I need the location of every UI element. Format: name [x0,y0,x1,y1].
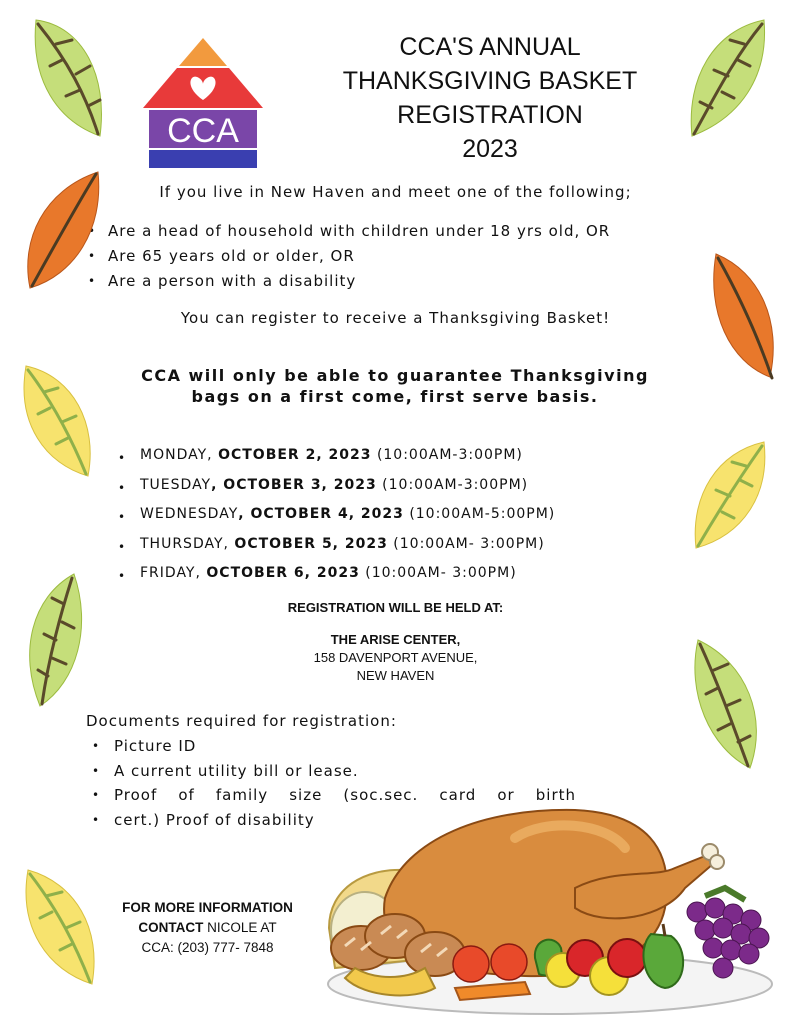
contact-phone: CCA: (203) 777- 7848 [141,940,274,955]
leaf-icon [22,572,88,708]
venue-heading: REGISTRATION WILL BE HELD AT: [287,600,504,615]
date-date: OCTOBER 6, 2023 [206,565,360,581]
leaf-icon [688,440,768,550]
contact-line-1: FOR MORE INFORMATION [122,900,293,915]
document-item: • Picture ID [86,734,576,759]
venue-name: THE ARISE CENTER, [330,632,461,647]
date-item [116,500,555,530]
leaf-icon [24,170,102,290]
leaf-icon [710,252,780,382]
eligibility-item: • Are a head of household with children under 18 yrs old, OR [84,219,610,244]
title-line-3: REGISTRATION [397,101,583,129]
contact-info [90,898,325,958]
document-item: • Proof of family size (soc.sec. card or birth [86,783,576,808]
turkey-platter-illustration [325,808,791,1024]
eligibility-list [84,219,610,294]
date-day: FRIDAY, [140,565,201,581]
title-line-2: THANKSGIVING BASKET [342,67,638,95]
leaf-icon [692,638,764,770]
contact-label: CONTACT [138,920,204,935]
date-day: MONDAY, [140,447,213,463]
title-line-1: CCA'S ANNUAL [399,33,581,61]
date-day: TUESDAY [140,476,212,493]
register-line: You can register to receive a Thanksgiving Basket! [180,309,611,327]
documents-heading: Documents required for registration: [86,712,397,730]
leaf-icon [28,16,108,141]
date-item [116,530,555,560]
date-hours: (10:00AM-3:00PM) [382,476,529,493]
venue-street: 158 DAVENPORT AVENUE, [313,650,478,665]
leaf-icon [684,18,769,138]
notice-line-2: bags on a first come, first serve basis. [191,387,599,406]
date-hours: (10:00AM-5:00PM) [409,506,556,522]
document-item: • A current utility bill or lease. [86,759,576,784]
page-title [300,30,680,166]
eligibility-item: • Are a person with a disability [84,269,610,294]
date-hours: (10:00AM- 3:00PM) [393,535,545,552]
logo-text: CCA [167,112,239,150]
venue-city: NEW HAVEN [356,668,435,683]
leaf-icon [18,364,94,479]
eligibility-item: • Are 65 years old or older, OR [84,244,610,269]
date-day: THURSDAY, [140,535,229,552]
date-item [116,471,555,501]
date-date: OCTOBER 2, 2023 [218,447,372,463]
contact-name: NICOLE AT [203,920,277,935]
registration-dates-list [116,441,555,589]
leaf-icon [20,868,100,986]
date-item [116,559,555,589]
date-item [116,441,555,471]
first-come-notice [100,365,690,407]
title-line-4: 2023 [462,135,518,163]
date-date: , OCTOBER 4, 2023 [238,506,404,522]
venue-address [0,631,791,685]
date-day: WEDNESDAY [140,506,239,522]
document-item: • cert.) Proof of disability [86,808,576,833]
date-date: OCTOBER 5, 2023 [234,535,388,552]
intro-text: If you live in New Haven and meet one of the following; [159,183,632,201]
cca-logo [143,38,263,170]
date-hours: (10:00AM- 3:00PM) [365,565,517,581]
date-date: , OCTOBER 3, 2023 [211,476,377,493]
notice-line-1: CCA will only be able to guarantee Thanksgiving [141,366,649,385]
date-hours: (10:00AM-3:00PM) [376,447,523,463]
